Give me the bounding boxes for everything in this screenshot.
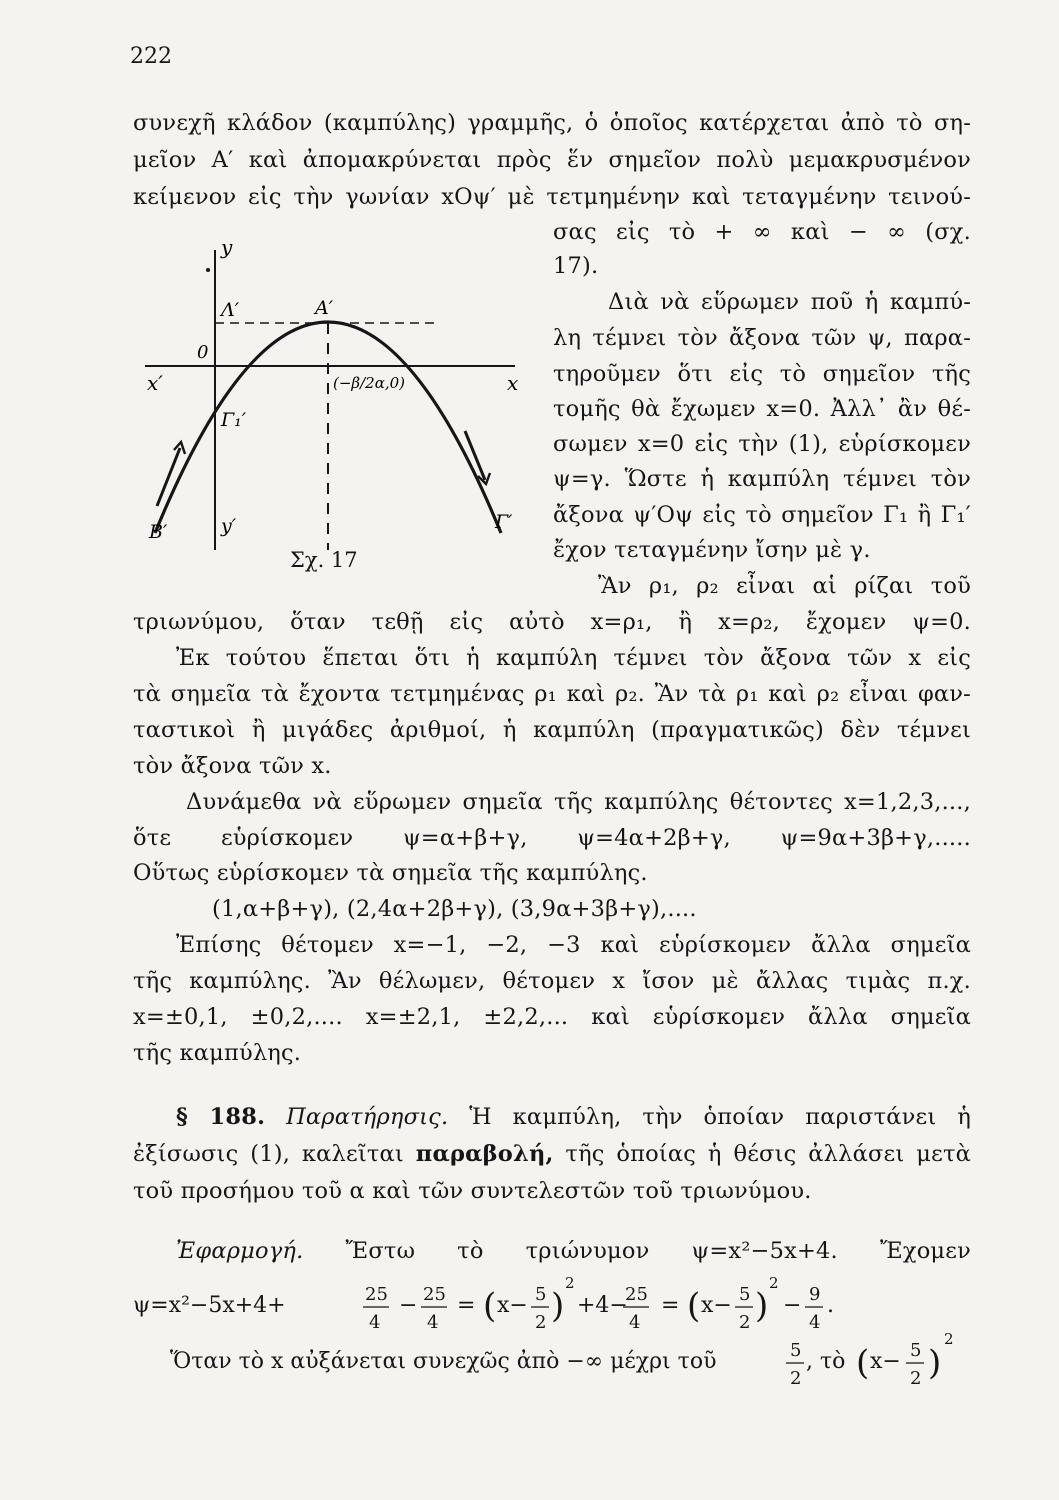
label-vertex-coordinate: (−β/2α,0) [333, 374, 405, 392]
application-text: Ἔστω τὸ τριώνυμον ψ=x²−5x+4. Ἔχομεν [345, 1238, 971, 1264]
eq-part: x− [870, 1349, 901, 1374]
frac-num: 9 [809, 1284, 821, 1305]
eq-part: = [457, 1293, 476, 1318]
label-lambda-prime: Λ′ [221, 299, 240, 321]
frac-den: 2 [790, 1368, 802, 1389]
text-line: ἄξονα ψ′Οψ εἰς τὸ σημεῖον Γ₁ ἢ Γ₁′ [553, 502, 971, 528]
frac-den: 2 [535, 1312, 547, 1333]
final-line [170, 1328, 970, 1408]
frac-den: 4 [369, 1312, 381, 1333]
text-fragment: ἐξίσωσις (1), καλεῖται [133, 1141, 404, 1167]
label-b-prime: Β′ [149, 521, 168, 543]
section-title: Παρατήρησις. [286, 1104, 449, 1130]
frac-den: 4 [809, 1312, 821, 1333]
eq-part: x− [701, 1293, 732, 1318]
text-line: (1,α+β+γ), (2,4α+2β+γ), (3,9α+3β+γ),.... [212, 896, 697, 922]
text-line: τηροῦμεν ὅτι εἰς τὸ σημεῖον τῆς [553, 361, 971, 387]
text-line: ψ=γ. Ὥστε ἡ καμπύλη τέμνει τὸν [553, 466, 971, 492]
eq-part: − [783, 1293, 802, 1318]
frac-num: 25 [625, 1284, 648, 1305]
paren: ( [483, 1286, 497, 1326]
eq-part: ψ=x²−5x+4+ [133, 1293, 286, 1318]
text-line: Οὕτως εὑρίσκομεν τὰ σημεῖα τῆς καμπύλης. [133, 860, 648, 886]
text-line: Διὰ νὰ εὕρωμεν ποῦ ἡ καμπύ- [608, 289, 971, 315]
label-origin: 0 [197, 342, 209, 363]
text-line: τριωνύμου, ὅταν τεθῇ εἰς αὐτὸ x=ρ₁, ἢ x=ρ₂, ἔχομεν ψ=0. [133, 609, 971, 635]
text-line: Δυνάμεθα νὰ εὕρωμεν σημεῖα τῆς καμπύλης θέτοντες x=1,2,3,..., [186, 789, 971, 815]
label-y: y [221, 235, 233, 259]
section-number: § 188. [176, 1104, 266, 1130]
figure-parabola [135, 228, 535, 588]
text-line: τομῆς θὰ ἔχωμεν x=0. Ἀλλ᾽ ἂν θέ- [553, 396, 971, 422]
frac-den: 2 [739, 1312, 751, 1333]
paren: ) [928, 1343, 942, 1383]
frac-num: 5 [790, 1340, 802, 1361]
eq-part: , τὸ [806, 1349, 846, 1374]
text-line: ταστικοὶ ἢ μιγάδες ἀριθμοί, ἡ καμπύλη (πραγματικῶς) δὲν τέμνει [133, 717, 971, 743]
eq-part: Ὅταν τὸ x αὐξάνεται συνεχῶς ἀπὸ −∞ μέχρι τοῦ [170, 1349, 717, 1374]
label-gamma-prime: Γ′ [495, 511, 513, 533]
frac-den: 4 [427, 1312, 439, 1333]
label-y-prime: y′ [221, 515, 237, 537]
text-line: συνεχῆ κλάδον (καμπύλης) γραμμῆς, ὁ ὁποῖος κατέρχεται ἀπὸ τὸ ση- [133, 110, 971, 136]
text-line: μεῖον Α′ καὶ ἀπομακρύνεται πρὸς ἕν σημεῖον πολὺ μεμακρυσμένον [133, 147, 971, 173]
paren: ) [755, 1286, 769, 1326]
text-line: σας εἰς τὸ + ∞ καὶ − ∞ (σχ. [553, 219, 971, 245]
text-line: Ἂν ρ₁, ρ₂ εἶναι αἱ ρίζαι τοῦ [598, 573, 971, 599]
text-line: x=±0,1, ±0,2,.... x=±2,1, ±2,2,... καὶ εὑρίσκομεν ἄλλα σημεῖα [133, 1004, 971, 1030]
section-heading-line [176, 1104, 971, 1130]
superscript: 2 [769, 1274, 779, 1292]
text-line: τοῦ προσήμου τοῦ α καὶ τῶν συντελεστῶν τοῦ τριωνύμου. [133, 1178, 812, 1204]
label-gamma1-prime: Γ₁′ [221, 409, 247, 431]
label-x: x [507, 371, 519, 395]
text-line: σωμεν x=0 εἰς τὴν (1), εὑρίσκομεν [553, 431, 971, 457]
frac-num: 25 [365, 1284, 388, 1305]
text-line: κείμενον εἰς τὴν γωνίαν xOψ′ μὲ τετμημένην καὶ τεταγμένην τεινού- [133, 184, 971, 210]
paren: ( [687, 1286, 701, 1326]
arrow-up-left-icon [157, 448, 180, 506]
frac-den: 4 [629, 1312, 641, 1333]
text-line: Ἐκ τούτου ἕπεται ὅτι ἡ καμπύλη τέμνει τὸν ἄξονα τῶν x εἰς [176, 645, 971, 671]
text-line: ὅτε εὑρίσκομεν ψ=α+β+γ, ψ=4α+2β+γ, ψ=9α+3β+γ,..... [133, 825, 971, 851]
text-fragment: τῆς ὁποίας ἡ θέσις ἀλλάσει μετὰ [565, 1141, 971, 1167]
eq-part: x− [497, 1293, 528, 1318]
paren: ( [856, 1343, 870, 1383]
eq-part: = [661, 1293, 680, 1318]
figure-caption: Σχ. 17 [290, 548, 358, 572]
text-line: 17). [553, 253, 599, 279]
frac-den: 2 [910, 1368, 922, 1389]
superscript: 2 [565, 1274, 575, 1292]
text-line: τῆς καμπύλης. [133, 1040, 302, 1066]
label-a-prime: Α′ [315, 297, 334, 319]
text-line: τὰ σημεῖα τὰ ἔχοντα τετμημένας ρ₁ καὶ ρ₂. Ἂν τὰ ρ₁ καὶ ρ₂ εἶναι φαν- [133, 681, 971, 707]
text-line: Ἐπίσης θέτομεν x=−1, −2, −3 καὶ εὑρίσκομεν ἄλλα σημεῖα [176, 932, 971, 958]
section-text: Ἡ καμπύλη, τὴν ὁποίαν παριστάνει ἡ [469, 1104, 971, 1130]
frac-num: 5 [910, 1340, 922, 1361]
bold-term: παραβολή, [415, 1141, 554, 1167]
text-line: τὸν ἄξονα τῶν x. [133, 753, 332, 779]
application-label: Ἐφαρμογή. [176, 1238, 304, 1264]
text-line [133, 1141, 971, 1167]
frac-num: 5 [739, 1284, 751, 1305]
text-line: λη τέμνει τὸν ἄξονα τῶν ψ, παρα- [553, 325, 971, 351]
axis-dot [206, 268, 210, 272]
eq-part: − [399, 1293, 418, 1318]
page-number: 222 [130, 44, 172, 69]
frac-num: 25 [423, 1284, 446, 1305]
text-line: ἔχον τεταγμένην ἴσην μὲ γ. [553, 537, 871, 563]
text-line: τῆς καμπύλης. Ἂν θέλωμεν, θέτομεν x ἴσον μὲ ἄλλας τιμὰς π.χ. [133, 968, 971, 994]
application-line [176, 1238, 971, 1264]
eq-part: +4− [577, 1293, 628, 1318]
label-x-prime: x′ [147, 371, 163, 395]
paren: ) [551, 1286, 565, 1326]
frac-num: 5 [535, 1284, 547, 1305]
superscript: 2 [944, 1330, 954, 1348]
eq-part: . [827, 1293, 834, 1318]
